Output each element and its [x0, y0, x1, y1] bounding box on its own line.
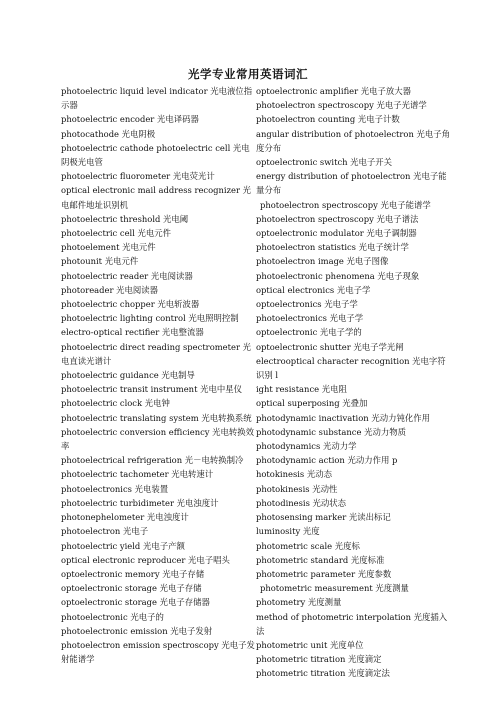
page-title: 光学专业常用英语词汇 [188, 67, 308, 81]
glossary-entry: electrooptical character recognition 光电字符识别 l [256, 355, 446, 381]
glossary-entry: photounit 光电元件 [61, 256, 139, 267]
glossary-entry: photoelectron spectroscopy 光电子光谱学 [256, 100, 427, 111]
glossary-entry: photoelement 光电元件 [61, 242, 156, 253]
glossary-entry: photoelectric liquid level indicator 光电液位指示器 [61, 86, 253, 111]
glossary-entry: photonephelometer 光电浊度计 [61, 512, 189, 523]
glossary-entry: photoelectronics 光电装置 [61, 483, 169, 494]
glossary-entry: photometric unit 光度单位 [256, 639, 364, 650]
glossary-entry: optoelectronics 光电子学 [256, 299, 358, 310]
glossary-entry: luminosity 光度 [256, 526, 320, 537]
glossary-entry: photoelectronic phenomena 光电子现象 [256, 270, 420, 281]
glossary-entry: optoelectronic storage 光电子存储 [61, 583, 202, 594]
glossary-entry: photoelectric tachometer 光电转速计 [61, 469, 214, 480]
glossary-entry: photoelectric direct reading spectrometer 光电直读光谱计 [61, 341, 251, 366]
glossary-entry: photoelectronic 光电子的 [61, 611, 164, 622]
glossary-entry: photoelectrical refrigeration 光－电转换制冷 [61, 455, 244, 466]
glossary-entry: optoelectronic modulator 光电子调制器 [256, 228, 417, 239]
glossary-entry: optoelectronic shutter 光电子学光闸 [256, 341, 404, 352]
glossary-entry: photometric titration 光度滴定法 [256, 668, 390, 679]
glossary-entry: photodynamic action 光动力作用 p [256, 455, 398, 466]
glossary-entry: optoelectronic switch 光电子开关 [256, 157, 393, 168]
glossary-entry: photoelectric translating system 光电转换系统 [61, 412, 252, 423]
glossary-entry: hotokinesis 光动态 [256, 469, 333, 480]
glossary-entry: photoelectric turbidimeter 光电浊度计 [61, 497, 219, 508]
glossary-entry: photoreader 光电阅读器 [61, 284, 159, 295]
glossary-entry: angular distribution of photoelectron 光电子角度分布 [256, 128, 451, 153]
glossary-entry: photoelectron image 光电子图像 [256, 256, 389, 267]
glossary-entry: photoelectric clock 光电钟 [61, 398, 170, 409]
glossary-entry: photoelectric conversion efficiency 光电转换效率 [61, 426, 255, 452]
glossary-entry: photoelectric cell 光电元件 [61, 228, 172, 239]
glossary-entry: photoelectric encoder 光电译码器 [61, 114, 199, 125]
glossary-entry: photoelectron emission spectroscopy 光电子发射能谱学 [61, 639, 255, 665]
glossary-entry: optical electronics 光电子学 [256, 284, 371, 295]
glossary-entry: energy distribution of photoelectron 光电子能量分布 [256, 171, 447, 196]
glossary-entry: photometry 光度测量 [256, 597, 342, 608]
glossary-entry: electro-optical rectifier 光电整流器 [61, 327, 204, 338]
glossary-entry: optoelectronic storage 光电子存储器 [61, 597, 210, 608]
glossary-entry: photometric titration 光度滴定 [256, 654, 382, 665]
glossary-entry: photodynamic inactivation 光动力钝化作用 [256, 412, 430, 423]
glossary-entry: photoelectric guidance 光电制导 [61, 370, 195, 381]
glossary-entry: photoelectric reader 光电阅读器 [61, 270, 193, 281]
glossary-entry: photoelectron statistics 光电子统计学 [256, 242, 409, 253]
right-column [256, 84, 452, 681]
glossary-entry: photokinesis 光动性 [256, 483, 338, 494]
glossary-entry: photoelectric fluorometer 光电荧光计 [61, 171, 215, 182]
glossary-entry: photoelectronic emission 光电子发射 [61, 625, 213, 636]
glossary-entry: optical superposing 光叠加 [256, 398, 368, 409]
glossary-entry: photoelectric threshold 光电阈 [61, 213, 189, 224]
glossary-entry: optical electronic reproducer 光电子唱头 [61, 554, 230, 565]
glossary-entry: optoelectronic 光电子学的 [256, 327, 362, 338]
glossary-entry: photoelectron counting 光电子计数 [256, 114, 400, 125]
glossary-entry: photosensing marker 光读出标记 [256, 512, 391, 523]
glossary-entry: photoelectric lighting control 光电照明控制 [61, 313, 239, 324]
glossary-entry: photoelectron 光电子 [61, 526, 149, 537]
glossary-entry: optoelectronic memory 光电子存储 [61, 568, 205, 579]
glossary-entry: photoelectronics 光电子学 [256, 313, 364, 324]
left-column [61, 84, 257, 666]
glossary-entry: optoelectronic amplifier 光电子放大器 [256, 86, 412, 96]
glossary-entry: photodynamics 光动力学 [256, 441, 357, 452]
glossary-entry: photoelectron spectroscopy 光电子能谱学 [260, 199, 431, 210]
glossary-entry: photoelectric chopper 光电斩波器 [61, 299, 200, 310]
glossary-entry: optical electronic mail address recognizer 光电邮件地址识别机 [61, 185, 252, 210]
glossary-entry: photometric scale 光度标 [256, 540, 360, 551]
glossary-entry: photometric standard 光度标准 [256, 554, 385, 565]
glossary-entry: photoelectric yield 光电子产额 [61, 540, 185, 551]
glossary-entry: photometric parameter 光度参数 [256, 568, 392, 579]
glossary-entry: photometric measurement 光度测量 [260, 583, 409, 594]
glossary-entry: photoelectric cathode photoelectric cell 光电阴极光电管 [61, 142, 250, 168]
glossary-entry: photoelectron spectroscopy 光电子谱法 [256, 213, 419, 224]
glossary-entry: photocathode 光电阴极 [61, 128, 156, 139]
glossary-entry: method of photometric interpolation 光度插入法 [256, 611, 448, 636]
glossary-entry: photodynamic substance 光动力物质 [256, 426, 406, 437]
glossary-entry: photodinesis 光动状态 [256, 497, 347, 508]
glossary-entry: photoelectric transit instrument 光电中星仪 [61, 384, 242, 395]
glossary-entry: ight resistance 光电阻 [256, 384, 347, 395]
